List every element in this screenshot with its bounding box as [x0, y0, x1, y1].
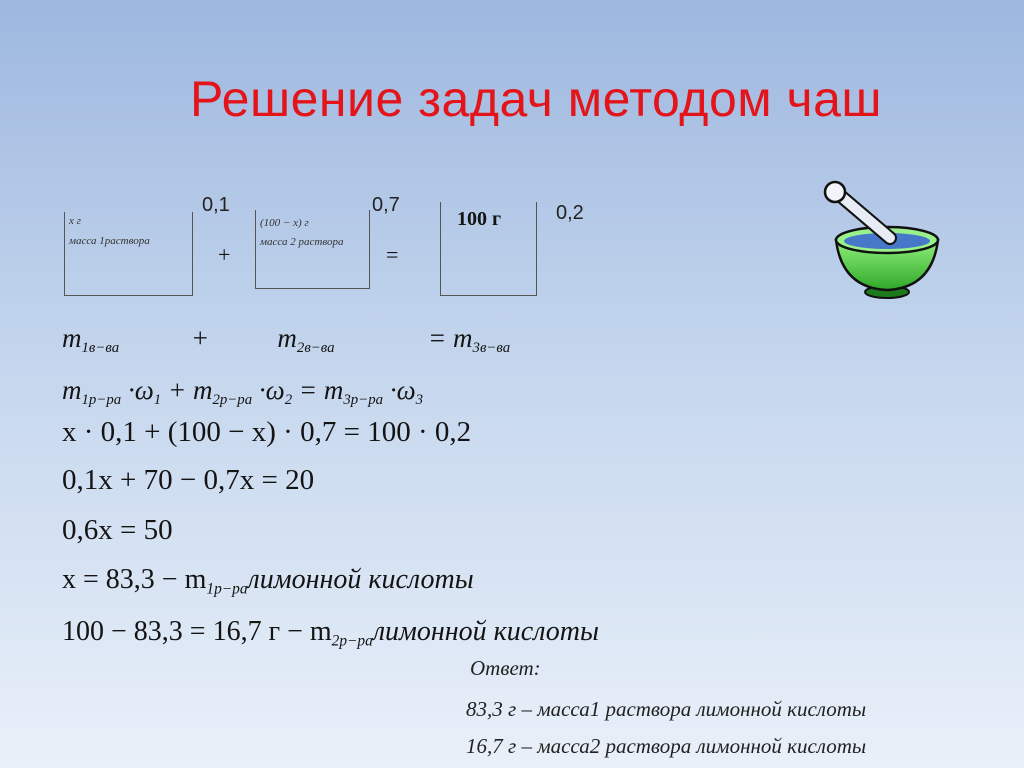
cup-1-concentration: 0,1 — [202, 194, 230, 216]
cup-3-concentration: 0,2 — [556, 202, 584, 224]
equation-result-x: $x = 83,3 - m_{1р-ра}лимонной$ кислоты — [62, 564, 474, 598]
equation-mass-substance: $m_{1в-ва} + m_{2в-ва} = m_{3в-ва}$ — [62, 323, 511, 357]
answer-label: Ответ: — [470, 656, 541, 680]
equals-sign: = — [386, 242, 399, 267]
mortar-pestle-icon — [820, 180, 950, 305]
answer-line-1: 83,3 г – масса1 раствора лимонной кислоты — [466, 697, 867, 721]
cup-1 — [64, 212, 193, 296]
cup-2 — [255, 210, 370, 289]
cup-3-mass: 100 г — [457, 208, 502, 230]
cup-1-label: масса 1раствора — [69, 235, 150, 247]
cup-3 — [440, 202, 537, 296]
equation-substitution: x · 0,1 + (100 − x) · 0,7 = 100 · 0,2 — [62, 416, 472, 448]
cup-2-mass: (100 − x) г — [260, 217, 309, 229]
cup-2-label: масса 2 раствора — [260, 236, 344, 248]
cup-1-mass: x г — [69, 215, 81, 227]
equation-mass-solution: $m_{1р-ра} \cdot\omega_1 + m_{2р-ра} \cdot\omega_2 = m_{3р-ра} \cdot\omega_3$ — [62, 375, 424, 409]
plus-sign: + — [218, 242, 231, 267]
equation-result-second: 100 − 83,3 = 16,7 $г - m_{2р-ра}лимонной$ кислоты — [62, 616, 599, 650]
cup-2-concentration: 0,7 — [372, 194, 400, 216]
equation-simplified: 0,6x = 50 — [62, 514, 173, 546]
slide-title: Решение задач методом чаш — [190, 71, 882, 127]
answer-line-2: 16,7 г – масса2 раствора лимонной кислоты — [466, 734, 867, 758]
equation-expanded: 0,1x + 70 − 0,7x = 20 — [62, 464, 315, 496]
